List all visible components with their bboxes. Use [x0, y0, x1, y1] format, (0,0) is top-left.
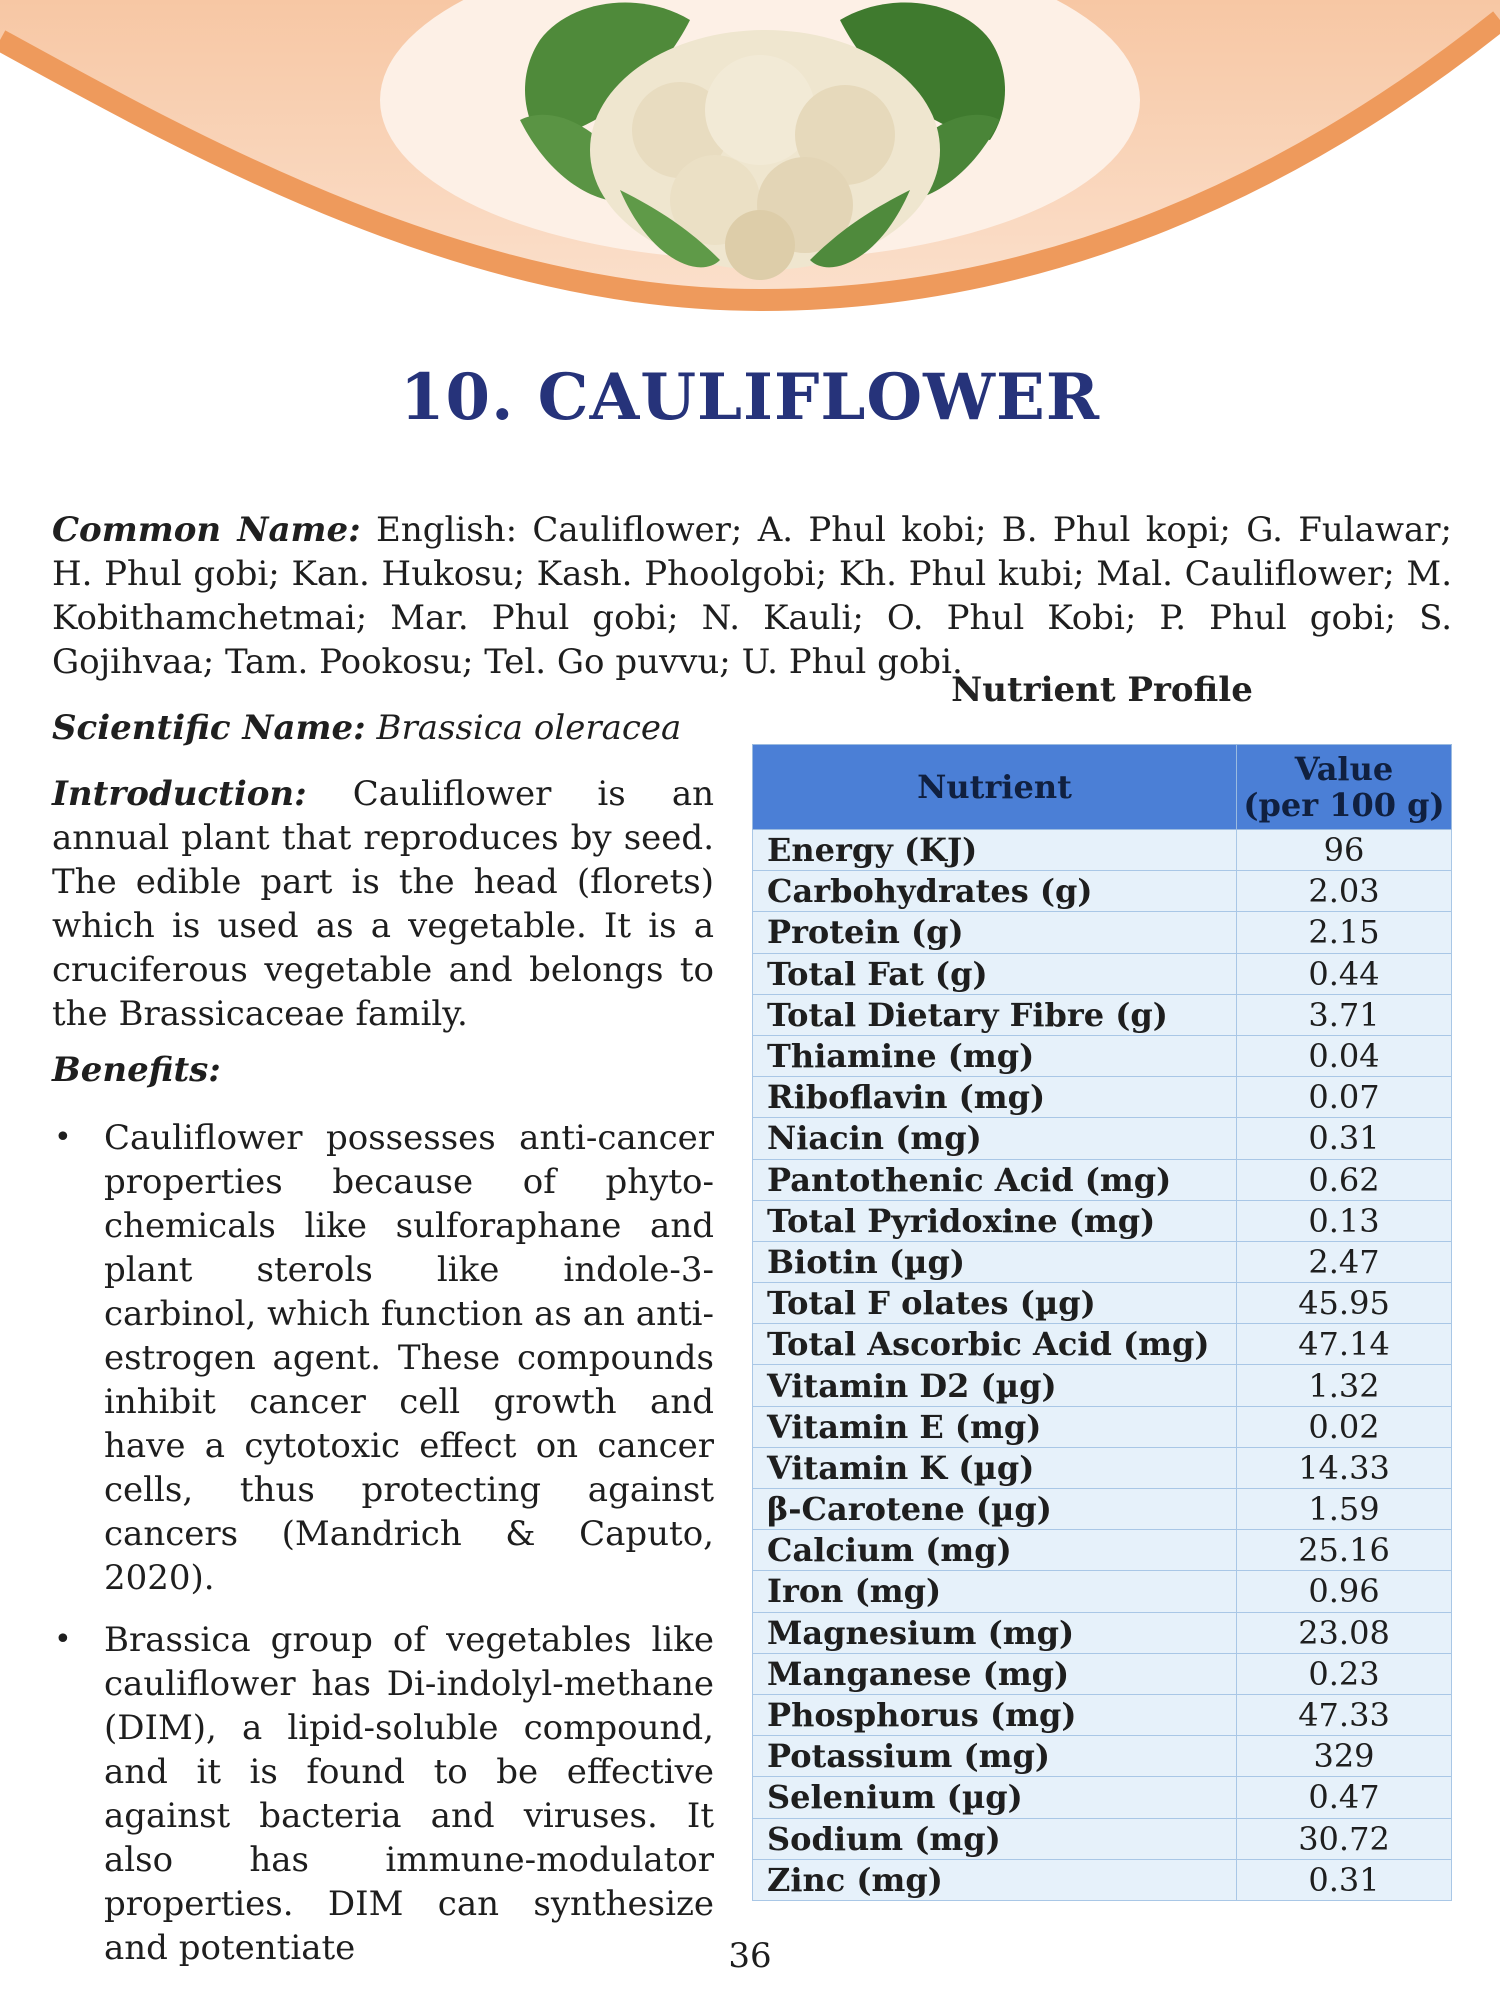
nutrient-name-cell: Selenium (µg)	[753, 1777, 1237, 1818]
page-number: 36	[728, 1936, 772, 1976]
nutrient-value-cell: 30.72	[1237, 1818, 1452, 1859]
table-row	[753, 1571, 1452, 1612]
table-row	[753, 1694, 1452, 1735]
common-name-paragraph	[52, 508, 1452, 684]
nutrient-name-cell: Protein (g)	[753, 912, 1237, 953]
table-row	[753, 1077, 1452, 1118]
table-row	[753, 994, 1452, 1035]
nutrient-value-cell: 2.15	[1237, 912, 1452, 953]
value-header-label: Value	[1294, 750, 1394, 788]
nutrient-value-cell: 45.95	[1237, 1283, 1452, 1324]
benefit-item: • Brassica group of vegetables like cauliflower has Di-indolyl-methane (DIM), a lipid-soluble compound, and it is found to be effective against bacteria and viruses. It also has immune-modulator properties. DIM can synthesize and potentiate	[52, 1618, 714, 1970]
table-row	[753, 1241, 1452, 1282]
nutrient-table-body	[753, 830, 1452, 1901]
nutrient-value-cell: 0.44	[1237, 953, 1452, 994]
nutrient-value-cell: 0.96	[1237, 1571, 1452, 1612]
nutrient-name-cell: Phosphorus (mg)	[753, 1694, 1237, 1735]
nutrient-name-cell: Total Pyridoxine (mg)	[753, 1200, 1237, 1241]
nutrient-value-cell: 0.04	[1237, 1035, 1452, 1076]
header-banner	[0, 0, 1500, 330]
nutrient-profile-title: Nutrient Profile	[951, 670, 1253, 710]
table-row	[753, 1365, 1452, 1406]
nutrient-value-cell: 0.31	[1237, 1859, 1452, 1900]
nutrient-name-cell: Total Fat (g)	[753, 953, 1237, 994]
nutrient-value-cell: 0.13	[1237, 1200, 1452, 1241]
scientific-name-paragraph	[52, 706, 752, 750]
table-row	[753, 1283, 1452, 1324]
page-title: 10. CAULIFLOWER	[400, 360, 1100, 435]
table-row	[753, 1324, 1452, 1365]
nutrient-name-cell: Riboflavin (mg)	[753, 1077, 1237, 1118]
nutrient-value-cell: 96	[1237, 830, 1452, 871]
common-name-label: Common Name:	[52, 510, 361, 550]
nutrient-name-cell: Calcium (mg)	[753, 1530, 1237, 1571]
table-row	[753, 1653, 1452, 1694]
nutrient-value-cell: 0.31	[1237, 1118, 1452, 1159]
table-row	[753, 1159, 1452, 1200]
benefit-item: • Cauliflower possesses anti-cancer properties because of phyto-chemicals like sulforaphane and plant sterols like indole-3- carbinol, which function as an anti-estrogen agent. These compounds inhibit cancer cell growth and have a cytotoxic effect on cancer cells, thus protecting against cancers (Mandrich & Caputo, 2020).	[52, 1116, 714, 1600]
table-row	[753, 1530, 1452, 1571]
table-row	[753, 1612, 1452, 1653]
nutrient-value-cell: 3.71	[1237, 994, 1452, 1035]
value-column-header	[1237, 745, 1452, 830]
nutrient-name-cell: Sodium (mg)	[753, 1818, 1237, 1859]
nutrient-name-cell: Vitamin D2 (µg)	[753, 1365, 1237, 1406]
common-name-text: English: Cauliflower; A. Phul kobi; B. Phul kopi; G. Fulawar; H. Phul gobi; Kan. Hukosu; Kash. Phoolgobi; Kh. Phul kubi; Mal. Cauliflower; M. Kobithamchetmai; Mar. Phul gobi; N. Kauli; O. Phul Kobi; P. Phul gobi; S. Gojihvaa; Tam. Pookosu; Tel. Go puvvu; U. Phul gobi.	[52, 510, 1452, 682]
benefits-heading: Benefits:	[52, 1050, 221, 1090]
nutrient-name-cell: Biotin (µg)	[753, 1241, 1237, 1282]
introduction-text: Cauliflower is an annual plant that reproduces by seed. The edible part is the head (florets) which is used as a vegetable. It is a cruciferous vegetable and belongs to the Brassicaceae family.	[52, 774, 714, 1034]
scientific-name-label: Scientific Name:	[52, 708, 366, 748]
nutrient-column-header: Nutrient	[753, 745, 1237, 830]
nutrient-table	[752, 744, 1452, 1901]
table-row	[753, 912, 1452, 953]
nutrient-value-cell: 47.14	[1237, 1324, 1452, 1365]
table-row	[753, 1489, 1452, 1530]
nutrient-value-cell: 25.16	[1237, 1530, 1452, 1571]
nutrient-name-cell: Total Ascorbic Acid (mg)	[753, 1324, 1237, 1365]
table-row	[753, 1035, 1452, 1076]
introduction-paragraph	[52, 772, 714, 1036]
scientific-name-text: Brassica oleracea	[376, 708, 682, 748]
nutrient-name-cell: Zinc (mg)	[753, 1859, 1237, 1900]
nutrient-name-cell: Total F olates (µg)	[753, 1283, 1237, 1324]
nutrient-name-cell: Vitamin E (mg)	[753, 1406, 1237, 1447]
introduction-label: Introduction:	[52, 774, 307, 814]
nutrient-name-cell: Energy (KJ)	[753, 830, 1237, 871]
nutrient-value-cell: 14.33	[1237, 1447, 1452, 1488]
nutrient-value-cell: 0.47	[1237, 1777, 1452, 1818]
nutrient-name-cell: Manganese (mg)	[753, 1653, 1237, 1694]
table-row	[753, 1859, 1452, 1900]
table-row	[753, 1447, 1452, 1488]
nutrient-value-cell: 47.33	[1237, 1694, 1452, 1735]
table-row	[753, 1406, 1452, 1447]
table-row	[753, 1777, 1452, 1818]
table-row	[753, 1118, 1452, 1159]
nutrient-name-cell: Thiamine (mg)	[753, 1035, 1237, 1076]
table-row	[753, 1200, 1452, 1241]
table-row	[753, 953, 1452, 994]
nutrient-value-cell: 1.32	[1237, 1365, 1452, 1406]
nutrient-name-cell: Niacin (mg)	[753, 1118, 1237, 1159]
nutrient-value-cell: 0.62	[1237, 1159, 1452, 1200]
nutrient-name-cell: Potassium (mg)	[753, 1736, 1237, 1777]
nutrient-name-cell: Pantothenic Acid (mg)	[753, 1159, 1237, 1200]
nutrient-value-cell: 23.08	[1237, 1612, 1452, 1653]
table-header-row	[753, 745, 1452, 830]
table-row	[753, 830, 1452, 871]
nutrient-value-cell: 329	[1237, 1736, 1452, 1777]
nutrient-value-cell: 0.23	[1237, 1653, 1452, 1694]
nutrient-value-cell: 1.59	[1237, 1489, 1452, 1530]
nutrient-name-cell: Magnesium (mg)	[753, 1612, 1237, 1653]
nutrient-value-cell: 0.02	[1237, 1406, 1452, 1447]
nutrient-name-cell: Iron (mg)	[753, 1571, 1237, 1612]
nutrient-name-cell: Carbohydrates (g)	[753, 871, 1237, 912]
nutrient-value-cell: 0.07	[1237, 1077, 1452, 1118]
nutrient-name-cell: Vitamin K (µg)	[753, 1447, 1237, 1488]
value-header-unit: (per 100 g)	[1243, 786, 1445, 824]
nutrient-name-cell: Total Dietary Fibre (g)	[753, 994, 1237, 1035]
nutrient-value-cell: 2.03	[1237, 871, 1452, 912]
benefits-list	[52, 1116, 714, 1988]
table-row	[753, 871, 1452, 912]
nutrient-name-cell: β-Carotene (µg)	[753, 1489, 1237, 1530]
table-row	[753, 1818, 1452, 1859]
nutrient-value-cell: 2.47	[1237, 1241, 1452, 1282]
table-row	[753, 1736, 1452, 1777]
